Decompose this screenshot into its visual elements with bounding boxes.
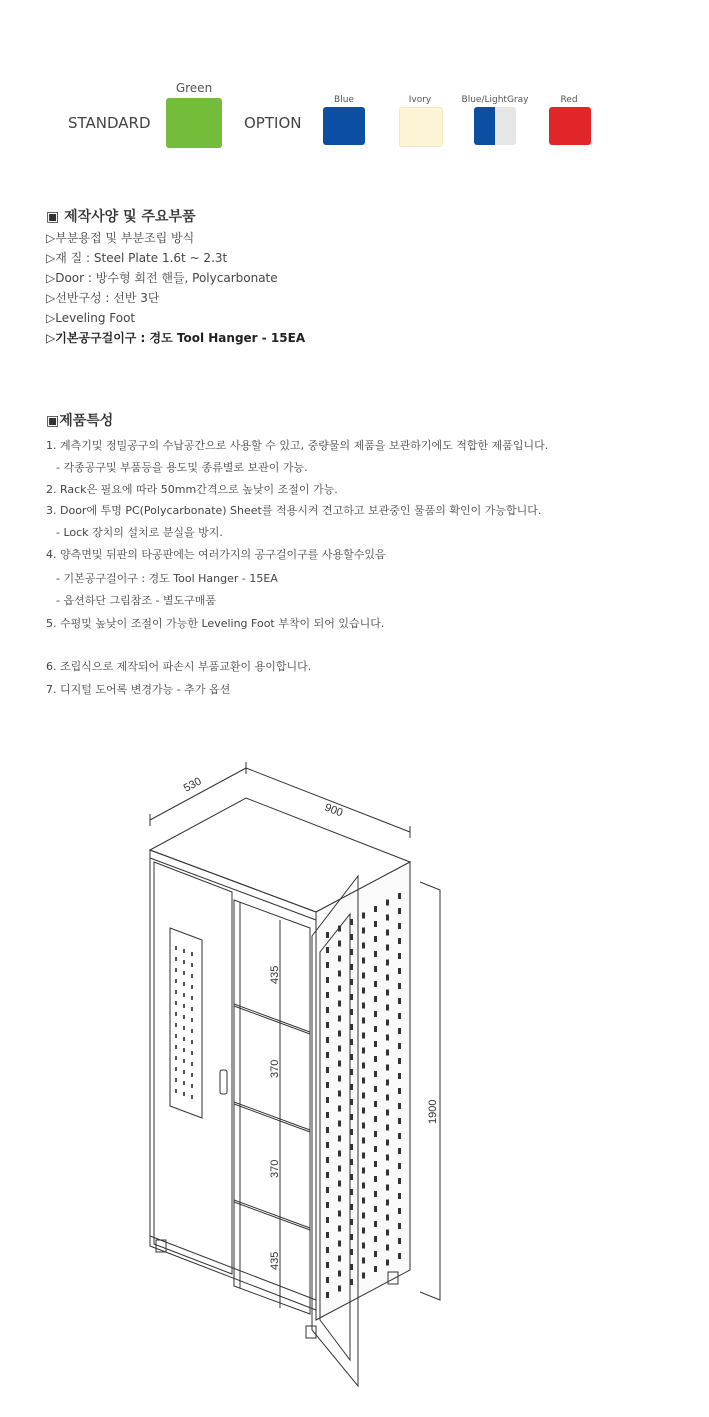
feature-line: 7. 디지털 도어록 변경가능 - 추가 옵션 [46,683,231,696]
dim-shelf-1: 435 [269,965,281,984]
spec-item: ▷선반구성 : 선반 3단 [46,291,160,305]
spec-item: ▷부분용접 및 부분조립 방식 [46,231,195,245]
feature-line: 5. 수평및 높낮이 조절이 가능한 Leveling Foot 부착이 되어 있습니다. [46,617,385,630]
spec-item: ▷기본공구걸이구 : 경도 Tool Hanger - 15EA [46,331,306,345]
dim-width: 900 [322,801,345,820]
spec-section [46,206,686,348]
option-swatch-ivory [399,107,443,147]
dim-depth: 530 [181,775,204,795]
feature-line: 1. 계측기및 정밀공구의 수납공간으로 사용할 수 있고, 중량물의 제품을 보관하기에도 적합한 제품입니다. [46,439,549,452]
option-color-name-red: Red [560,95,578,105]
option-color-name-ivory: Ivory [408,95,432,105]
cabinet-line-drawing [120,740,460,1400]
standard-swatch-green [166,98,222,148]
spec-item: ▷Leveling Foot [46,311,136,325]
feature-line: - 옵션하단 그림참조 - 별도구매품 [56,594,217,607]
spec-item: ▷재 질 : Steel Plate 1.6t ~ 2.3t [46,251,228,265]
feature-line: 4. 양측면및 뒤판의 타공판에는 여러가지의 공구걸이구를 사용할수있음 [46,548,386,561]
dim-shelf-2: 370 [269,1059,281,1078]
dim-shelf-3: 370 [269,1159,281,1178]
cabinet-drawing [120,740,460,1400]
features-title: ▣제품특성 [46,413,114,429]
dim-shelf-4: 435 [269,1251,281,1270]
option-color-name-blue-lightgray: Blue/LightGray [461,95,529,105]
spec-title: ▣ 제작사양 및 주요부품 [46,209,196,225]
feature-line: - Lock 장치의 설치로 분실을 방지. [56,526,223,539]
dim-height: 1900 [427,1099,439,1124]
feature-line: - 기본공구걸이구 : 경도 Tool Hanger - 15EA [56,572,278,585]
option-color-name-blue: Blue [334,95,354,105]
option-label: OPTION [244,114,302,132]
feature-line: 2. Rack은 필요에 따라 50mm간격으로 높낮이 조절이 가능. [46,483,338,496]
option-swatch-blue-lightgray [474,107,516,145]
spec-item: ▷Door : 방수형 회전 핸들, Polycarbonate [46,271,278,285]
feature-line: - 각종공구및 부품등을 용도및 종류별로 보관이 가능. [56,461,308,474]
option-swatch-red [549,107,591,145]
color-options [0,0,709,170]
standard-label: STANDARD [68,114,151,132]
standard-color-name: Green [175,81,213,95]
feature-line: 3. Door에 투명 PC(Polycarbonate) Sheet를 적용시켜 견고하고 보관중인 물품의 확인이 가능합니다. [46,504,542,517]
feature-line: 6. 조립식으로 제작되어 파손시 부품교환이 용이합니다. [46,660,312,673]
option-swatch-blue [323,107,365,145]
